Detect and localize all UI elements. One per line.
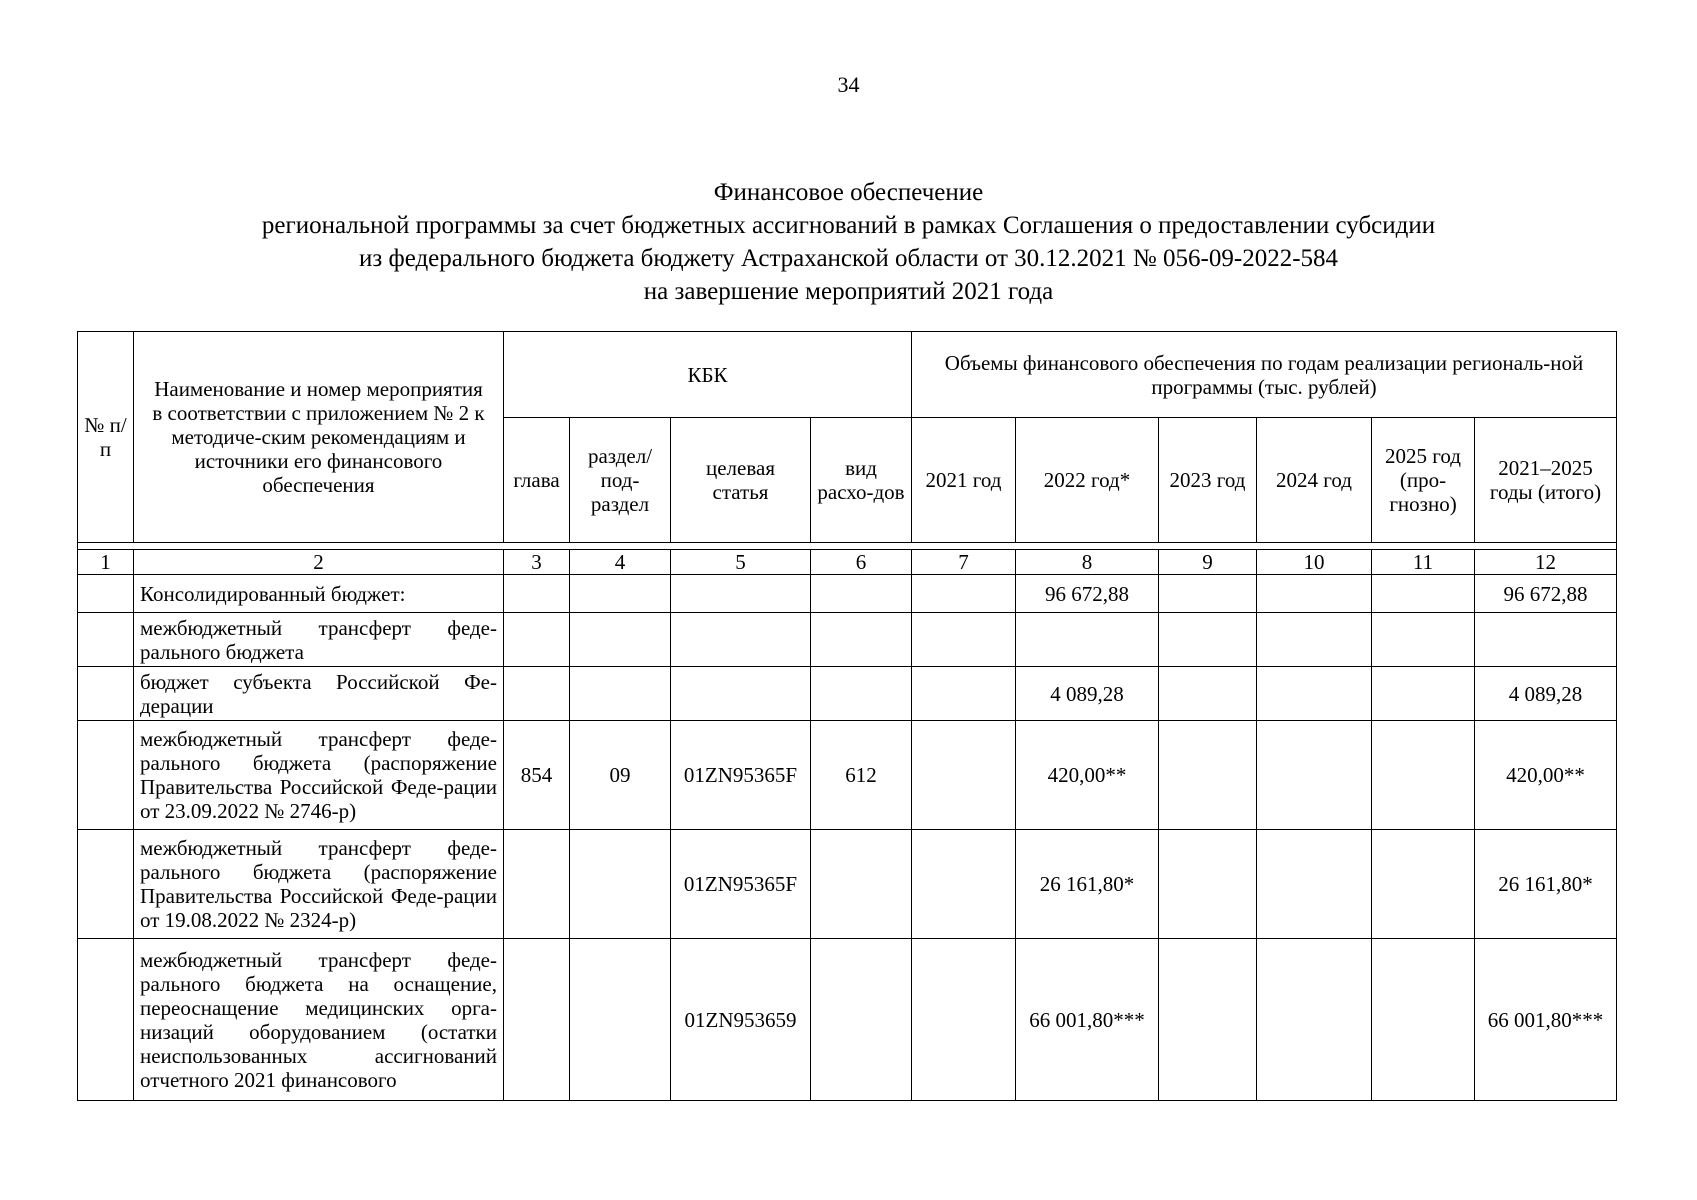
cell-num	[78, 575, 134, 613]
table-row	[78, 613, 1617, 667]
column-number: 2	[134, 550, 504, 575]
cell-y2024	[1257, 575, 1372, 613]
cell-y2024	[1257, 939, 1372, 1101]
cell-name: межбюджетный трансферт феде-рального бюджета (распоряжение Правительства Российской Феде-рации от 23.09.2022 № 2746-р)	[134, 721, 504, 830]
cell-statya	[671, 667, 811, 721]
cell-y2023	[1159, 830, 1257, 939]
cell-statya	[671, 575, 811, 613]
column-number: 3	[504, 550, 570, 575]
cell-y2025	[1372, 939, 1475, 1101]
header-glava: глава	[504, 418, 570, 543]
cell-y2024	[1257, 667, 1372, 721]
column-number: 4	[570, 550, 671, 575]
cell-statya: 01ZN95365F	[671, 830, 811, 939]
cell-y2021	[912, 667, 1016, 721]
cell-y2022: 26 161,80*	[1016, 830, 1159, 939]
cell-name: бюджет субъекта Российской Фе-дерации	[134, 667, 504, 721]
cell-num	[78, 939, 134, 1101]
header-razdel: раздел/ под-раздел	[570, 418, 671, 543]
cell-y2021	[912, 613, 1016, 667]
header-name: Наименование и номер мероприятия в соответствии с приложением № 2 к методиче-ским рекомендациям и источники его финансового обеспечения	[134, 332, 504, 543]
cell-name: Консолидированный бюджет:	[134, 575, 504, 613]
title-line-3: из федерального бюджета бюджету Астраханской области от 30.12.2021 № 056-09-2022-584	[358, 245, 1339, 272]
column-number: 5	[671, 550, 811, 575]
cell-y2023	[1159, 613, 1257, 667]
header-total: 2021–2025 годы (итого)	[1475, 418, 1617, 543]
cell-razdel	[570, 939, 671, 1101]
cell-vid	[811, 613, 912, 667]
cell-razdel	[570, 613, 671, 667]
cell-vid: 612	[811, 721, 912, 830]
cell-y2024	[1257, 721, 1372, 830]
cell-y2021	[912, 721, 1016, 830]
column-number: 10	[1257, 550, 1372, 575]
cell-y2024	[1257, 830, 1372, 939]
cell-y2022: 4 089,28	[1016, 667, 1159, 721]
cell-y2022: 420,00**	[1016, 721, 1159, 830]
cell-num	[78, 613, 134, 667]
cell-vid	[811, 830, 912, 939]
header-statya: целевая статья	[671, 418, 811, 543]
cell-name: межбюджетный трансферт феде-рального бюджета на оснащение, переоснащение медицинских орга-низаций оборудованием (остатки неиспользованных ассигнований отчетного 2021 финансового	[134, 939, 504, 1101]
cell-name: межбюджетный трансферт феде-рального бюджета (распоряжение Правительства Российской Феде-рации от 19.08.2022 № 2324-р)	[134, 830, 504, 939]
cell-num	[78, 830, 134, 939]
header-year-2024: 2024 год	[1257, 418, 1372, 543]
cell-total: 96 672,88	[1475, 575, 1617, 613]
column-number: 12	[1475, 550, 1617, 575]
financing-table	[77, 331, 1617, 1101]
document-title	[0, 176, 1697, 308]
cell-vid	[811, 939, 912, 1101]
cell-y2023	[1159, 721, 1257, 830]
cell-total: 420,00**	[1475, 721, 1617, 830]
column-number: 8	[1016, 550, 1159, 575]
title-line-1: Финансовое обеспечение	[713, 179, 984, 206]
cell-name: межбюджетный трансферт феде-рального бюджета	[134, 613, 504, 667]
cell-razdel	[570, 830, 671, 939]
table-row	[78, 575, 1617, 613]
header-year-2021: 2021 год	[912, 418, 1016, 543]
cell-y2025	[1372, 667, 1475, 721]
title-line-4: на завершение мероприятий 2021 года	[643, 278, 1054, 305]
cell-y2023	[1159, 939, 1257, 1101]
cell-y2025	[1372, 613, 1475, 667]
cell-y2023	[1159, 575, 1257, 613]
cell-y2022	[1016, 613, 1159, 667]
table-row	[78, 830, 1617, 939]
cell-glava	[504, 830, 570, 939]
cell-num	[78, 721, 134, 830]
cell-razdel	[570, 667, 671, 721]
cell-glava	[504, 939, 570, 1101]
cell-y2025	[1372, 575, 1475, 613]
cell-statya: 01ZN95365F	[671, 721, 811, 830]
cell-total	[1475, 613, 1617, 667]
cell-glava	[504, 613, 570, 667]
cell-y2021	[912, 575, 1016, 613]
separator-cell	[78, 543, 1617, 550]
header-year-2022: 2022 год*	[1016, 418, 1159, 543]
title-line-2: региональной программы за счет бюджетных ассигнований в рамках Соглашения о предоставлении субсидии	[261, 212, 1436, 239]
cell-glava	[504, 575, 570, 613]
cell-y2022: 66 001,80***	[1016, 939, 1159, 1101]
table-row	[78, 939, 1617, 1101]
header-vid: вид расхо-дов	[811, 418, 912, 543]
cell-total: 66 001,80***	[1475, 939, 1617, 1101]
cell-vid	[811, 575, 912, 613]
cell-y2025	[1372, 830, 1475, 939]
header-volumes: Объемы финансового обеспечения по годам реализации региональ-ной программы (тыс. рублей)	[912, 332, 1617, 418]
header-kbk: КБК	[504, 332, 912, 418]
header-year-2023: 2023 год	[1159, 418, 1257, 543]
cell-y2021	[912, 830, 1016, 939]
cell-y2023	[1159, 667, 1257, 721]
cell-glava: 854	[504, 721, 570, 830]
column-number: 7	[912, 550, 1016, 575]
cell-vid	[811, 667, 912, 721]
page-number: 34	[837, 72, 860, 97]
column-number: 6	[811, 550, 912, 575]
cell-statya	[671, 613, 811, 667]
header-num: № п/п	[78, 332, 134, 543]
cell-y2025	[1372, 721, 1475, 830]
cell-total: 4 089,28	[1475, 667, 1617, 721]
cell-glava	[504, 667, 570, 721]
table-row	[78, 667, 1617, 721]
cell-y2021	[912, 939, 1016, 1101]
cell-razdel	[570, 575, 671, 613]
column-number: 1	[78, 550, 134, 575]
cell-statya: 01ZN953659	[671, 939, 811, 1101]
table-row	[78, 721, 1617, 830]
header-year-2025: 2025 год (про-гнозно)	[1372, 418, 1475, 543]
column-number: 11	[1372, 550, 1475, 575]
column-numbers-row	[78, 550, 1617, 575]
cell-y2022: 96 672,88	[1016, 575, 1159, 613]
header-separator	[78, 543, 1617, 550]
cell-razdel: 09	[570, 721, 671, 830]
column-number: 9	[1159, 550, 1257, 575]
cell-total: 26 161,80*	[1475, 830, 1617, 939]
cell-num	[78, 667, 134, 721]
header-row-top	[78, 332, 1617, 418]
cell-y2024	[1257, 613, 1372, 667]
